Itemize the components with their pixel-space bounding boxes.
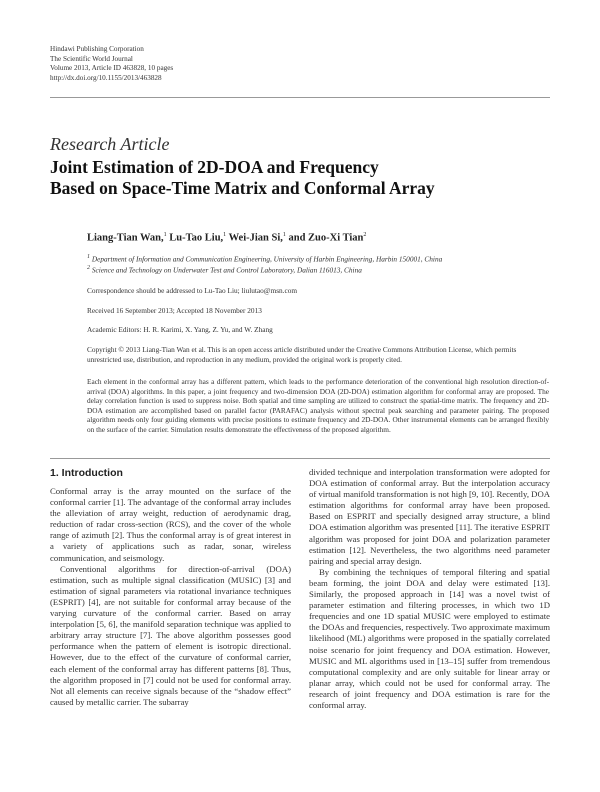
affiliation-text: Department of Information and Communication Engineering, University of Harbin Engineering, Harbin 150001, China <box>90 254 443 264</box>
author-name: Wei-Jian Si, <box>226 232 283 244</box>
author-affiliation-mark: 1 <box>282 232 286 238</box>
article-type: Research Article <box>50 134 170 154</box>
author-list <box>87 232 366 244</box>
author-name: and Zuo-Xi Tian <box>285 232 364 244</box>
paragraph: divided technique and interpolation transformation were adopted for DOA estimation of conformal array. But the interpolation accuracy of virtual manifold transformation is not high [9, 10]. Recently, DOA estimation algorithms for conformal array have been proposed. Based on ESPRIT and specially designed array structure, a blind DOA estimation algorithm was presented [11]. The iterative ESPRIT algorithm was proposed for joint DOA and polarization parameter estimation [12]. Nevertheless, the two algorithms need parameter pairing and special array design. <box>309 467 550 566</box>
abstract-text: Each element in the conformal array has a different pattern, which leads to the performance deterioration of the conventional high resolution direction-of-arrival (DOA) algorithms. In this paper, a joint frequency and two-dimension DOA (2D-DOA) estimation algorithm for conformal array are proposed. The delay correlation function is used to suppress noise. Both spatial and time sampling are utilized to construct the spatial-time matrix. The frequency and 2D-DOA estimation are accomplished based on parallel factor (PARAFAC) analysis without spectral peak searching and parameter pairing. The proposed algorithm needs only four guiding elements with precise positions to estimate frequency and 2D-DOA. Other instrumental elements can be arranged flexibly on the surface of the carrier. Simulation results demonstrate the effectiveness of the proposed algorithm. <box>87 377 549 434</box>
affiliation-mark: 1 <box>87 254 90 260</box>
doi-link[interactable]: http://dx.doi.org/10.1155/2013/463828 <box>50 73 162 82</box>
author-affiliation-mark: 1 <box>163 232 167 238</box>
paper-title <box>50 157 550 199</box>
author-name: Liang-Tian Wan, <box>87 232 164 244</box>
paragraph: Conformal array is the array mounted on the surface of the conformal carrier [1]. The advantage of the conformal array includes the alleviation of array weight, reduction of aerodynamic drag, reduction of radar cross-section (RCS), and the cover of the whole range of azimuth [2]. Thus the conformal array is of great interest in a variety of applications such as radar, sonar, wireless communication, and seismology. <box>50 486 291 563</box>
journal-header <box>50 45 173 83</box>
left-column <box>50 486 291 708</box>
publisher-name: Hindawi Publishing Corporation <box>50 45 144 53</box>
affiliation-mark: 2 <box>87 265 90 271</box>
academic-editors: Academic Editors: H. R. Karimi, X. Yang, Z. Yu, and W. Zhang <box>87 325 273 334</box>
header-divider <box>50 97 550 98</box>
correspondence: Correspondence should be addressed to Lu-Tao Liu; liulutao@msn.com <box>87 286 298 295</box>
affiliation-2 <box>87 265 362 274</box>
abstract-divider <box>50 458 550 459</box>
title-line-1: Joint Estimation of 2D-DOA and Frequency <box>50 157 379 177</box>
title-line-2: Based on Space-Time Matrix and Conformal Array <box>50 178 435 198</box>
section-heading: 1. Introduction <box>50 467 123 479</box>
right-column <box>309 467 550 711</box>
copyright-notice: Copyright © 2013 Liang-Tian Wan et al. This is an open access article distributed under the Creative Commons Attribution License, which permits unrestricted use, distribution, and reproduction in any medium, provided the original work is properly cited. <box>87 345 517 364</box>
volume-info: Volume 2013, Article ID 463828, 10 pages <box>50 64 174 72</box>
journal-name: The Scientific World Journal <box>50 54 133 63</box>
author-affiliation-mark: 2 <box>363 232 367 238</box>
affiliation-text: Science and Technology on Underwater Test and Control Laboratory, Dalian 116013, China <box>90 265 362 275</box>
author-affiliation-mark: 1 <box>223 232 227 238</box>
affiliation-1 <box>87 254 442 263</box>
author-name: Lu-Tao Liu, <box>166 232 224 244</box>
received-dates: Received 16 September 2013; Accepted 18 November 2013 <box>87 306 262 315</box>
paragraph: Conventional algorithms for direction-of-arrival (DOA) estimation, such as multiple signal classification (MUSIC) [3] and estimation of signal parameters via rotational invariance techniques (ESPRIT) [4], are not suitable for conformal array because of the varying curvature of the conformal carrier. Based on array interpolation [5, 6], the manifold separation technique was applied to arbitrary array structure [7]. The above algorithm possesses good performance when the pattern of element is isotropic directional. However, due to the effect of the curvature of conformal carrier, each element of the conformal array has different patterns [8]. Thus, the algorithm proposed in [7] could not be used for conformal array. Not all elements can receive signals because of the “shadow effect” caused by metallic carrier. The subarray <box>50 563 291 707</box>
paragraph: By combining the techniques of temporal filtering and spatial beam forming, the joint DOA and delay were estimated [13]. Similarly, the proposed approach in [14] was a novel twist of parameter estimation and filtering processes, in which two 1D frequencies and one 1D spatial MUSIC were employed to estimate the DOAs and frequencies, respectively. Two approximate maximum likelihood (ML) algorithms were proposed in the spatially correlated noise scenario for joint frequency and DOA estimation. However, MUSIC and ML algorithms used in [13–15] suffer from tremendous computational complexity and are only suitable for linear array or planar array, which could not be used for conformal array. The research of joint frequency and DOA estimation is rare for the conformal array. <box>309 566 550 710</box>
